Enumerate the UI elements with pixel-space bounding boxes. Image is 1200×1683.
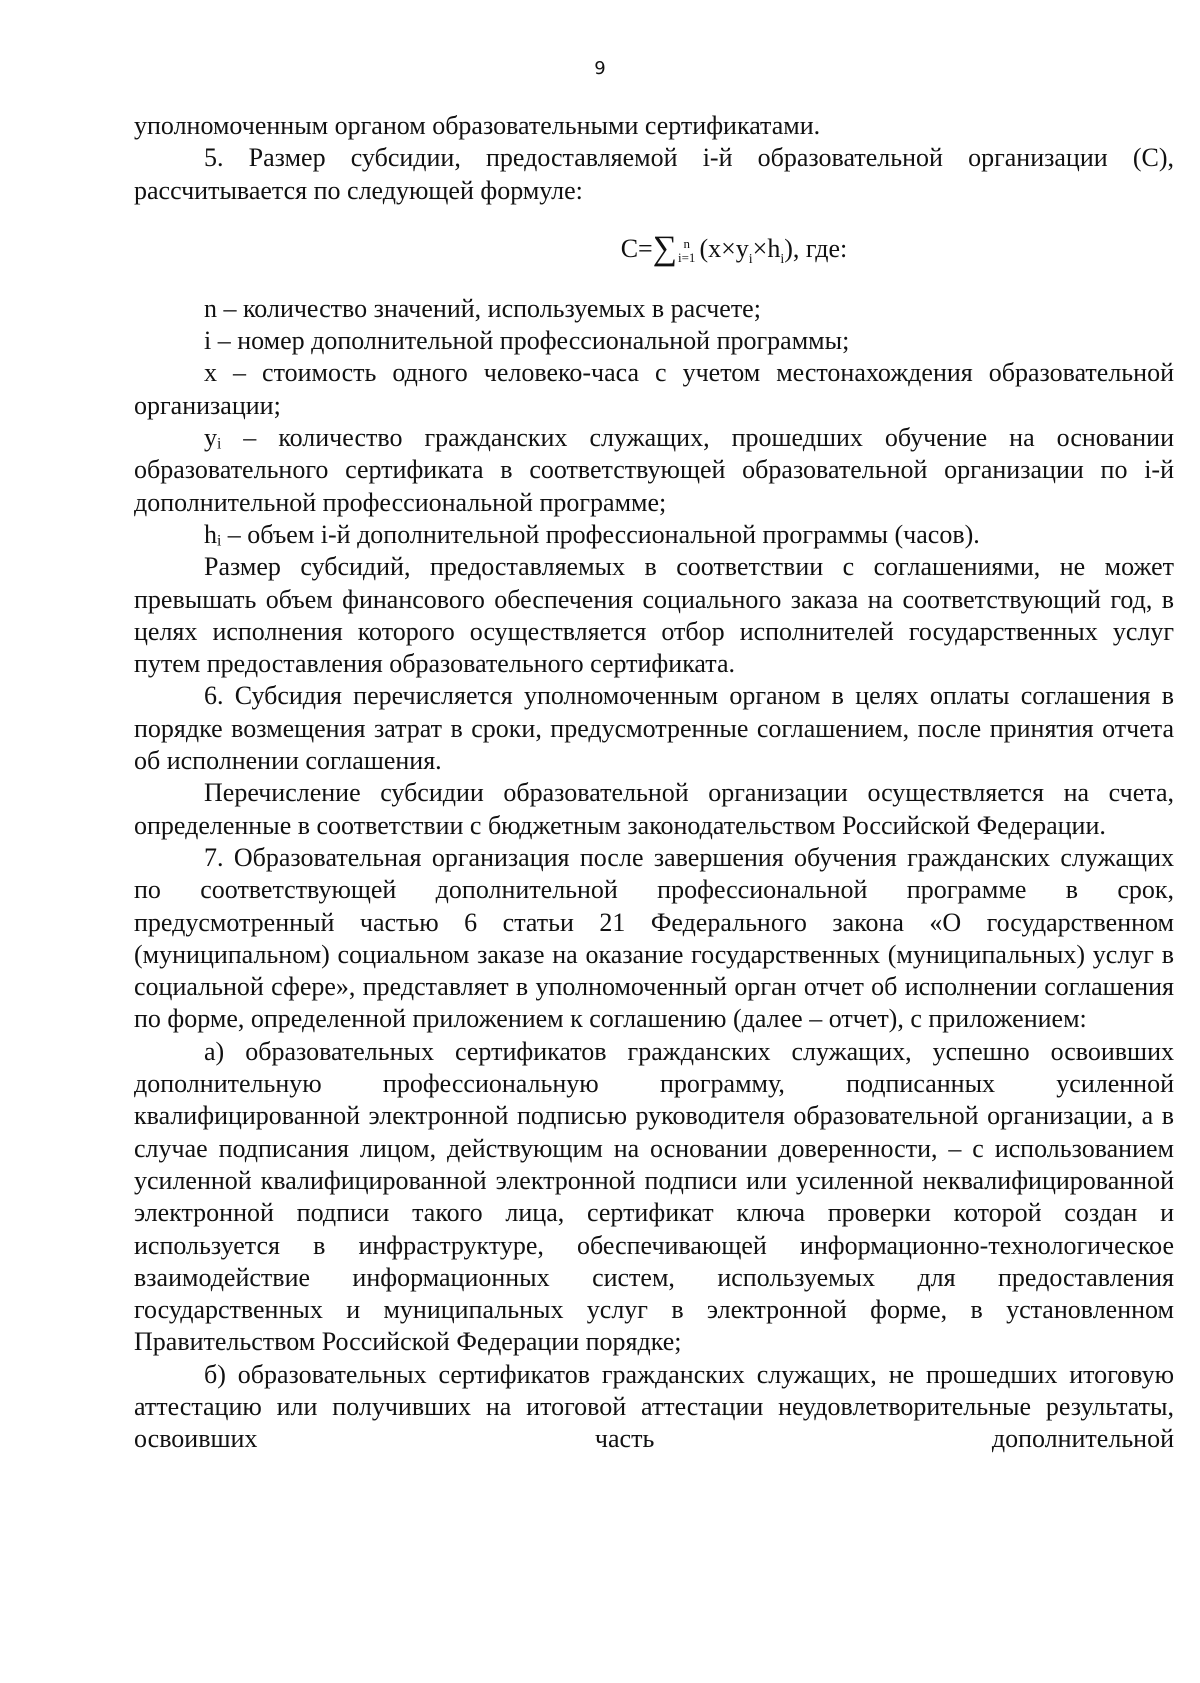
formula-suffix: где: xyxy=(805,233,848,263)
page-number: 9 xyxy=(594,58,606,79)
paragraph-subsidy-limit: Размер субсидий, предоставляемых в соответствии с соглашениями, не может превышать объем финансового обеспечения социального заказа на соответствующий год, в целях исполнения которого осуществляется отбор исполнителей государственных услуг путем предоставления образовательного сертификата. xyxy=(134,552,1174,679)
paragraph-item-7b: б) образовательных сертификатов гражданских служащих, не прошедших итоговую аттестацию или получивших на итоговой аттестации неудовлетворительные результаты, освоивших часть дополнительной xyxy=(134,1359,1174,1454)
document-body xyxy=(134,110,1174,1456)
formula-limits xyxy=(678,237,695,265)
paragraph-item-7a: а) образовательных сертификатов гражданских служащих, успешно освоивших дополнительную профессиональную программу, подписанных усиленной квалифицированной электронной подписью руководителя образовательной организации, а в случае подписания лицом, действующим на основании доверенности, – с использованием усиленной квалифицированной электронной подписи или усиленной неквалифицированной электронной подписи такого лица, сертификат ключа проверки которой создан и используется в инфраструктуре, обеспечивающей информационно-технологическое взаимодействие информационных систем, используемых для предоставления государственных и муниципальных услуг в электронной форме, в установленном Правительством Российской Федерации порядке; xyxy=(134,1036,1174,1357)
formula-lower-limit: i=1 xyxy=(677,249,696,265)
subsidy-formula xyxy=(134,223,1174,275)
formula-lhs: C= xyxy=(620,233,653,263)
formula-upper-limit: n xyxy=(683,235,690,251)
definition-h: hᵢ – объем i-й дополнительной профессиональной программы (часов). xyxy=(204,519,980,549)
definition-i: i – номер дополнительной профессиональной программы; xyxy=(204,326,850,356)
paragraph-item-5: 5. Размер субсидии, предоставляемой i-й образовательной организации (C), рассчитывается по следующей формуле: xyxy=(134,143,1174,205)
definition-y: yᵢ – количество гражданских служащих, прошедших обучение на основании образовательного сертификата в соответствующей образовательной организации по i-й дополнительной профессиональной программе; xyxy=(134,423,1174,517)
formula-sub-h: i xyxy=(780,252,785,268)
definition-x: x – стоимость одного человеко-часа с учетом местонахождения образовательной организации; xyxy=(134,358,1174,420)
definition-n: n – количество значений, используемых в расчете; xyxy=(204,293,761,323)
paragraph-item-6: 6. Субсидия перечисляется уполномоченным органом в целях оплаты соглашения в порядке возмещения затрат в сроки, предусмотренные соглашением, после принятия отчета об исполнении соглашения. xyxy=(134,681,1174,776)
paragraph-continuation: уполномоченным органом образовательными сертификатами. xyxy=(134,111,821,140)
paragraph-transfer: Перечисление субсидии образовательной организации осуществляется на счета, определенные в соответствии с бюджетным законодательством Российской Федерации. xyxy=(134,778,1174,840)
formula-sigma: ∑ xyxy=(652,229,677,267)
formula-sub-y: i xyxy=(748,252,753,268)
paragraph-item-7: 7. Образовательная организация после завершения обучения гражданских служащих по соответствующей дополнительной профессиональной программе в срок, предусмотренный частью 6 статьи 21 Федерального закона «О государственном (муниципальном) социальном заказе на оказание государственных (муниципальных) услуг в социальной сфере», представляет в уполномоченный орган отчет об исполнении соглашения по форме, определенной приложением к соглашению (далее – отчет), с приложением: xyxy=(134,842,1174,1034)
formula-close: ), xyxy=(784,233,800,263)
formula-open: (x×y xyxy=(699,233,749,263)
formula-mid: ×h xyxy=(752,233,781,263)
